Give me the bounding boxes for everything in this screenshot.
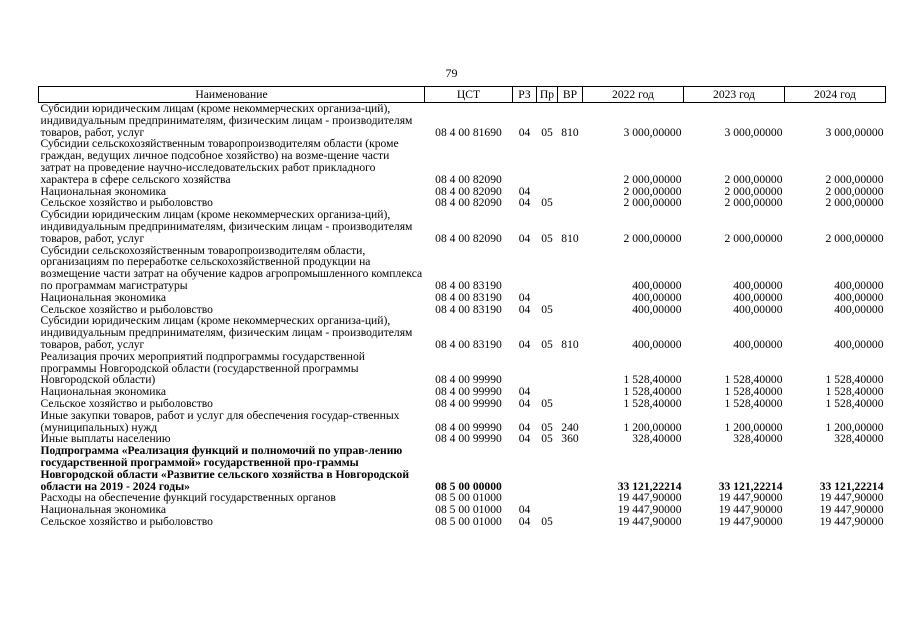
row-name: Субсидии сельскохозяйственным товаропроизводителям области (кроме граждан, ведущих личное подсобное хозяйство) на возме-щение части затрат на проведение научно-исследовательских работ прикладного характера в сфере сельского хозяйства [40,137,399,186]
row-2023: 400,00000 [733,302,783,316]
row-2023: 1 200,00000 [724,420,783,434]
table-row [39,209,886,244]
row-pr: 05 [541,432,553,446]
row-2024: 19 447,90000 [819,514,884,528]
row-rz: 04 [518,302,531,316]
row-2024: 400,00000 [834,337,884,351]
row-2024: 1 200,00000 [825,420,884,434]
row-2023: 2 000,00000 [724,172,783,186]
table-row [39,138,886,185]
row-2023: 400,00000 [733,278,783,292]
table-row [39,315,886,350]
row-2024: 400,00000 [834,278,884,292]
row-name: Субсидии сельскохозяйственным товаропроизводителям области, организациям по переработке сельскохозяйственной продукции на возмещение части затрат на обучение кадров агропромышленного комплекса по программам магистратуры [40,243,423,292]
row-2023: 400,00000 [733,337,783,351]
header-rz: РЗ [513,87,537,103]
row-name: Сельское хозяйство и рыболовство [40,196,213,210]
row-rz: 04 [518,385,531,399]
row-pr: 05 [541,196,553,210]
row-2022: 19 447,90000 [617,503,682,517]
row-vr [558,445,583,492]
budget-table [38,86,886,528]
row-rz [513,351,537,386]
row-pr [537,351,558,386]
row-2023: 19 447,90000 [718,514,783,528]
row-cst: 08 4 00 81690 [435,125,502,139]
row-vr [558,186,583,198]
row-vr [558,386,583,398]
row-2022: 1 200,00000 [623,420,682,434]
table-header-row [39,87,886,103]
row-rz: 04 [518,503,531,517]
row-name: Сельское хозяйство и рыболовство [40,302,213,316]
row-rz: 04 [518,337,531,351]
table-row [39,351,886,386]
row-cst: 08 5 00 01000 [435,514,502,528]
row-pr [537,138,558,185]
row-pr: 05 [541,396,553,410]
row-vr [558,516,583,528]
row-pr: 05 [541,125,553,139]
row-rz [513,245,537,292]
table-row [39,445,886,492]
row-vr: 360 [561,432,579,446]
row-cst: 08 4 00 82090 [435,172,502,186]
row-pr: 05 [541,302,553,316]
row-2023: 19 447,90000 [718,491,783,505]
row-pr [537,245,558,292]
row-2022: 2 000,00000 [623,172,682,186]
row-2024: 1 528,40000 [825,373,884,387]
row-name: Национальная экономика [40,503,167,517]
row-vr [558,304,583,316]
row-2022: 33 121,22214 [617,479,682,493]
row-2022: 2 000,00000 [623,231,682,245]
row-name: Субсидии юридическим лицам (кроме некоммерческих организа-ций), индивидуальным предпринимателям, физическим лицам - производителям товаров, работ, услуг [40,102,413,139]
table-row [39,245,886,292]
table-row [39,292,886,304]
row-2024: 2 000,00000 [825,231,884,245]
row-name: Субсидии юридическим лицам (кроме некоммерческих организа-ций), индивидуальным предпринимателям, физическим лицам - производителям товаров, работ, услуг [40,208,413,245]
row-vr [558,245,583,292]
row-cst: 08 4 00 82090 [435,231,502,245]
row-2022: 1 528,40000 [623,396,682,410]
row-name: Подпрограмма «Реализация функций и полномочий по управ-лению государственной программой» государственной про-граммы Новгородской области «Развитие сельского хозяйства в Новгородской области на 2019 - 2024 годы» [40,444,410,493]
row-name: Субсидии юридическим лицам (кроме некоммерческих организа-ций), индивидуальным предпринимателям, физическим лицам - производителям товаров, работ, услуг [40,314,413,351]
row-cst: 08 4 00 83190 [435,302,502,316]
row-cst: 08 4 00 83190 [435,337,502,351]
row-2023: 2 000,00000 [724,184,783,198]
row-cst: 08 4 00 83190 [435,290,502,304]
row-2022: 3 000,00000 [623,125,682,139]
table-row [39,103,886,139]
row-rz: 04 [518,396,531,410]
row-cst: 08 4 00 99990 [435,396,502,410]
table-row [39,410,886,434]
row-2022: 400,00000 [632,290,682,304]
row-2023: 1 528,40000 [724,385,783,399]
row-pr [537,445,558,492]
row-name: Национальная экономика [40,385,167,399]
row-2022: 400,00000 [632,337,682,351]
row-rz: 04 [518,231,531,245]
row-name: Иные закупки товаров, работ и услуг для обеспечения государ-ственных (муниципальных) нужд [40,408,400,434]
row-pr: 05 [541,514,553,528]
row-vr: 810 [561,125,579,139]
row-rz: 04 [518,125,531,139]
row-2024: 33 121,22214 [819,479,884,493]
row-name: Сельское хозяйство и рыболовство [40,396,213,410]
row-2022: 1 528,40000 [623,373,682,387]
row-cst: 08 4 00 82090 [435,184,502,198]
row-2022: 19 447,90000 [617,491,682,505]
row-pr [537,492,558,504]
row-rz: 04 [518,432,531,446]
row-2022: 1 528,40000 [623,385,682,399]
row-2024: 3 000,00000 [825,125,884,139]
row-name: Национальная экономика [40,290,167,304]
row-vr [558,292,583,304]
row-pr: 05 [541,420,553,434]
row-cst: 08 4 00 99990 [435,420,502,434]
row-vr [558,138,583,185]
row-2024: 400,00000 [834,290,884,304]
row-vr [558,492,583,504]
row-rz [513,138,537,185]
row-2023: 328,40000 [733,432,783,446]
row-2024: 1 528,40000 [825,396,884,410]
header-pr: Пр [537,87,558,103]
row-name: Национальная экономика [40,184,167,198]
row-rz: 04 [518,184,531,198]
row-rz: 04 [518,196,531,210]
row-2023: 33 121,22214 [718,479,783,493]
row-cst: 08 4 00 82090 [435,196,502,210]
row-rz [513,445,537,492]
row-2023: 1 528,40000 [724,373,783,387]
table-row [39,516,886,528]
header-2022: 2022 год [583,87,684,103]
row-rz: 04 [518,290,531,304]
row-vr: 240 [561,420,579,434]
row-rz: 04 [518,420,531,434]
row-cst: 08 4 00 99990 [435,373,502,387]
row-cst: 08 5 00 00000 [435,479,502,493]
row-2022: 400,00000 [632,302,682,316]
row-vr: 810 [561,337,579,351]
row-vr [558,398,583,410]
row-2022: 2 000,00000 [623,196,682,210]
row-vr: 810 [561,231,579,245]
row-2022: 2 000,00000 [623,184,682,198]
row-2024: 400,00000 [834,302,884,316]
row-2024: 2 000,00000 [825,184,884,198]
row-2022: 400,00000 [632,278,682,292]
row-2023: 1 528,40000 [724,396,783,410]
row-vr [558,197,583,209]
row-2023: 2 000,00000 [724,196,783,210]
row-cst: 08 5 00 01000 [435,503,502,517]
row-vr [558,504,583,516]
row-2023: 400,00000 [733,290,783,304]
page-number: 79 [445,66,458,80]
header-cst: ЦСТ [425,87,513,103]
row-rz: 04 [518,514,531,528]
row-2022: 328,40000 [632,432,682,446]
table-row [39,398,886,410]
row-2023: 3 000,00000 [724,125,783,139]
row-cst: 08 4 00 99990 [435,385,502,399]
row-cst: 08 5 00 01000 [435,491,502,505]
row-2024: 19 447,90000 [819,503,884,517]
row-pr: 05 [541,337,553,351]
row-2024: 328,40000 [834,432,884,446]
row-name: Сельское хозяйство и рыболовство [40,514,213,528]
header-vr: ВР [558,87,583,103]
table-body [39,103,886,528]
row-2023: 2 000,00000 [724,231,783,245]
row-2022: 19 447,90000 [617,514,682,528]
row-2024: 19 447,90000 [819,491,884,505]
header-2024: 2024 год [785,87,886,103]
row-name: Иные выплаты населению [40,432,171,446]
row-name: Расходы на обеспечение функций государственных органов [40,491,336,505]
row-pr [537,292,558,304]
row-2024: 1 528,40000 [825,385,884,399]
row-pr: 05 [541,231,553,245]
row-2024: 2 000,00000 [825,196,884,210]
row-vr [558,351,583,386]
row-2024: 2 000,00000 [825,172,884,186]
row-cst: 08 4 00 83190 [435,278,502,292]
header-name: Наименование [39,87,425,103]
row-cst: 08 4 00 99990 [435,432,502,446]
row-2023: 19 447,90000 [718,503,783,517]
row-name: Реализация прочих мероприятий подпрограммы государственной программы Новгородской области (государственной программы Новгородской области) [40,349,365,387]
header-2023: 2023 год [684,87,785,103]
